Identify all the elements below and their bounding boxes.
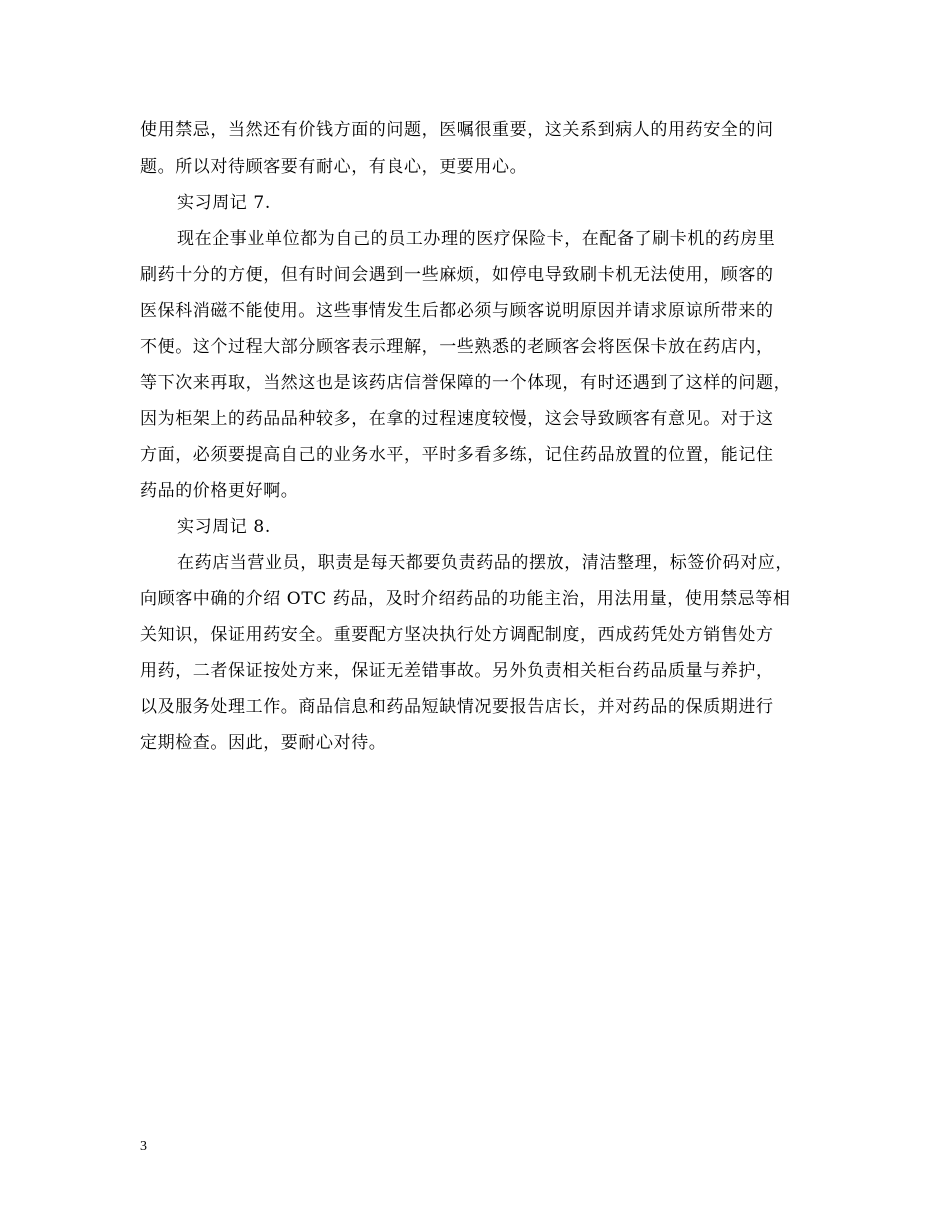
text-line: 关知识，保证用药安全。重要配方坚决执行处方调配制度，西成药凭处方销售处方 (140, 625, 774, 645)
section-heading: 实习周记 8. (177, 517, 271, 537)
text-line: 向顾客中确的介绍 OTC 药品，及时介绍药品的功能主治，用法用量，使用禁忌等相 (140, 589, 791, 609)
text-line: 医保科消磁不能使用。这些事情发生后都必须与顾客说明原因并请求原谅所带来的 (140, 301, 774, 321)
text-line: 定期检查。因此，要耐心对待。 (140, 733, 387, 753)
text-line: 以及服务处理工作。商品信息和药品短缺情况要报告店长，并对药品的保质期进行 (140, 697, 774, 717)
text-line: 使用禁忌，当然还有价钱方面的问题，医嘱很重要，这关系到病人的用药安全的问 (140, 120, 774, 140)
section-heading: 实习周记 7. (177, 193, 271, 213)
page-number: 3 (140, 1139, 147, 1154)
text-line: 方面，必须要提高自己的业务水平，平时多看多练，记住药品放置的位置，能记住 (140, 445, 774, 465)
text-line: 因为柜架上的药品品种较多，在拿的过程速度较慢，这会导致顾客有意见。对于这 (140, 409, 774, 429)
text-line: 不便。这个过程大部分顾客表示理解，一些熟悉的老顾客会将医保卡放在药店内， (140, 337, 774, 357)
text-line: 等下次来再取，当然这也是该药店信誉保障的一个体现，有时还遇到了这样的问题， (140, 373, 792, 393)
text-line: 药品的价格更好啊。 (140, 481, 299, 501)
text-line: 刷药十分的方便，但有时间会遇到一些麻烦，如停电导致刷卡机无法使用，顾客的 (140, 265, 774, 285)
text-line: 题。所以对待顾客要有耐心，有良心，更要用心。 (140, 157, 528, 177)
text-line: 用药，二者保证按处方来，保证无差错事故。另外负责相关柜台药品质量与养护， (140, 661, 774, 681)
text-line: 现在企事业单位都为自己的员工办理的医疗保险卡，在配备了刷卡机的药房里 (177, 229, 776, 249)
text-line: 在药店当营业员，职责是每天都要负责药品的摆放，清洁整理，标签价码对应， (177, 553, 793, 573)
